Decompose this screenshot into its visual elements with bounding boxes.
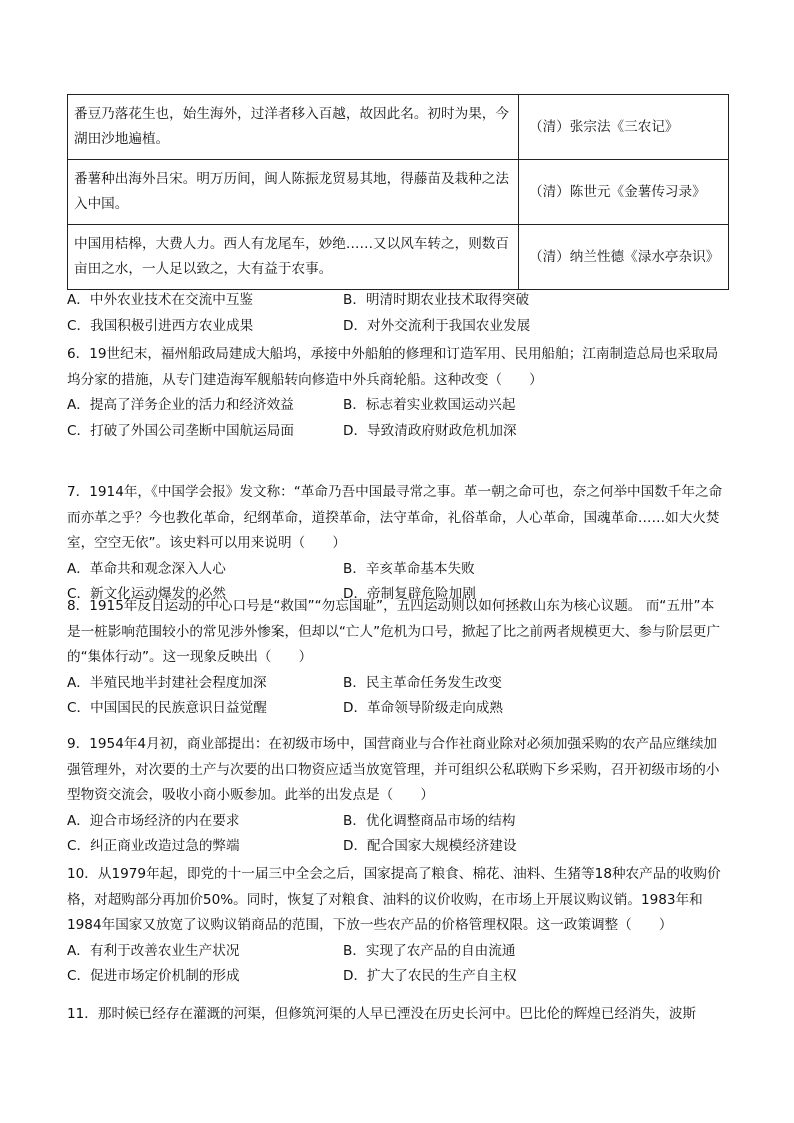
option-d[interactable]: D．扩大了农民的生产自主权	[343, 968, 517, 984]
question-stem: 10．从1979年起，即党的十一届三中全会之后，国家提高了粮食、棉花、油料、生猪等18种农产品的收购价格，对超购部分再加价50%。同时，恢复了对粮食、油料的议价收购，在市场上开展议购议销。1983年和1984年国家又放宽了议购议销商品的范围，下放一些农产品的价格管理权限。这一政策调整（ ）	[67, 866, 721, 933]
question-11	[67, 1002, 727, 1028]
option-a[interactable]: A．迎合市场经济的内在要求	[67, 812, 240, 829]
option-b[interactable]: B．民主革命任务发生改变	[343, 674, 502, 691]
question-7	[67, 480, 727, 608]
option-a[interactable]: A．有利于改善农业生产状况	[67, 942, 240, 959]
source-cell: （清）张宗法《三农记》	[519, 95, 729, 160]
question-stem: 8．1915年反日运动的中心口号是“救国”“勿忘国耻”，五四运动则以如何拯救山东为核心议题。 而“五卅”本是一桩影响范围较小的常见涉外惨案，但却以“亡人”危机为口号，掀起了比之前两者规模更大、参与阶层更广的“集体行动”。这一现象反映出（ ）	[67, 598, 720, 665]
option-c[interactable]: C．促进市场定价机制的形成	[67, 968, 240, 984]
option-c[interactable]: C．打破了外国公司垄断中国航运局面	[67, 422, 294, 439]
option-b[interactable]: B．辛亥革命基本失败	[343, 560, 475, 577]
question-9	[67, 732, 727, 860]
quote-cell: 中国用桔槔，大费人力。西人有龙尾车，妙绝……又以风车转之，则数百亩田之水，一人足以致之，大有益于农事。	[68, 225, 519, 290]
option-d[interactable]: D．配合国家大规模经济建设	[343, 838, 517, 854]
table-row	[68, 95, 729, 160]
option-c[interactable]: C．我国积极引进西方农业成果	[67, 317, 254, 334]
quote-cell: 番豆乃落花生也，始生海外，过洋者移入百越，故因此名。初时为果，今湖田沙地遍植。	[68, 95, 519, 160]
question-stem: 9．1954年4月初，商业部提出：在初级市场中，国营商业与合作社商业除对必须加强采购的农产品应继续加强管理外，对次要的土产与次要的出口物资应适当放宽管理，并可组织公私联购下乡采购，召开初级市场的小型物资交流会，吸收小商小贩参加。此举的出发点是（ ）	[67, 736, 720, 803]
question-stem: 6．19世纪末，福州船政局建成大船坞，承接中外船舶的修理和订造军用、民用船舶；江南制造总局也采取局坞分家的措施，从专门建造海军舰船转向修造中外兵商轮船。这种改变（ ）	[67, 346, 719, 388]
question-6	[67, 342, 727, 444]
question-8	[67, 594, 727, 722]
option-c[interactable]: C．纠正商业改造过急的弊端	[67, 838, 240, 854]
table-row	[68, 160, 729, 225]
option-b[interactable]: B．优化调整商品市场的结构	[343, 812, 516, 829]
option-a[interactable]: A．中外农业技术在交流中互鉴	[67, 292, 254, 308]
question-stem: 11．那时候已经存在灌溉的河渠，但修筑河渠的人早已湮没在历史长河中。巴比伦的辉煌已经消失，波斯	[67, 1006, 697, 1022]
source-cell: （清）纳兰性德《渌水亭杂识》	[519, 225, 729, 290]
quote-cell: 番薯种出海外吕宋。明万历间，闽人陈振龙贸易其地，得藤苗及栽种之法入中国。	[68, 160, 519, 225]
option-a[interactable]: A．革命共和观念深入人心	[67, 560, 226, 577]
question-stem: 7．1914年，《中国学会报》发文称：“革命乃吾中国最寻常之事。革一朝之命可也，奈之何举中国数千年之命而亦革之乎？今也教化革命，纪纲革命，道揆革命，法守革命，礼俗革命，人心革命，国魂革命……如大火焚室，空空无依”。该史料可以用来说明（ ）	[67, 484, 723, 551]
option-c[interactable]: C．中国国民的民族意识日益觉醒	[67, 700, 267, 716]
option-a[interactable]: A．提高了洋务企业的活力和经济效益	[67, 397, 294, 413]
option-b[interactable]: B．实现了农产品的自由流通	[343, 942, 516, 959]
option-b[interactable]: B．标志着实业救国运动兴起	[343, 397, 516, 413]
option-d[interactable]: D．革命领导阶级走向成熟	[343, 700, 503, 716]
source-table	[67, 94, 729, 290]
table-row	[68, 225, 729, 290]
option-c[interactable]: C．新文化运动爆发的必然	[67, 586, 227, 602]
option-b[interactable]: B．明清时期农业技术取得突破	[343, 292, 530, 308]
option-d[interactable]: D．对外交流利于我国农业发展	[343, 317, 531, 334]
source-cell: （清）陈世元《金薯传习录》	[519, 160, 729, 225]
question-5-options	[67, 288, 727, 339]
option-d[interactable]: D．导致清政府财政危机加深	[343, 422, 517, 439]
option-a[interactable]: A．半殖民地半封建社会程度加深	[67, 674, 267, 691]
option-d[interactable]: D．帝制复辟危险加剧	[343, 586, 476, 602]
question-10	[67, 862, 727, 990]
